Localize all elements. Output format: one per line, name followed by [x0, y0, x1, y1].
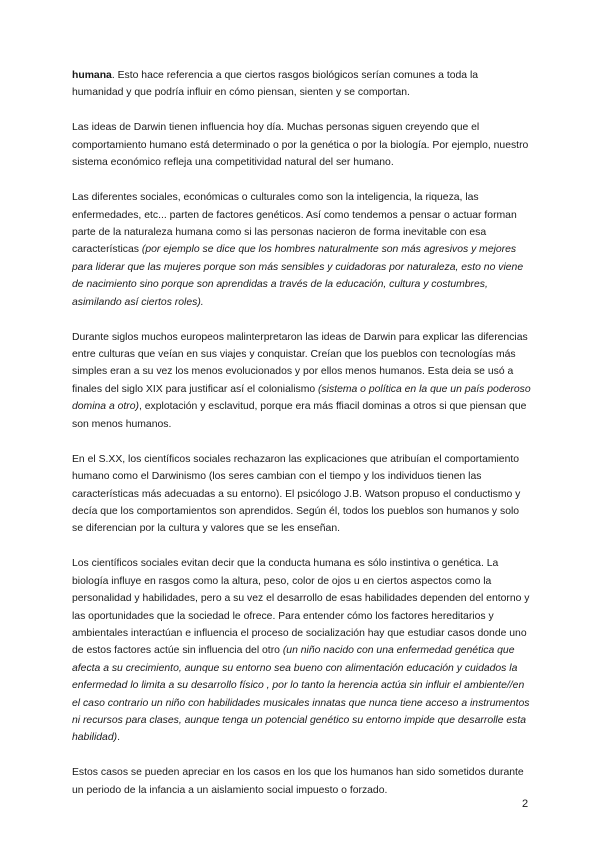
paragraph-7: Estos casos se pueden apreciar en los casos en los que los humanos han sido sometidos durante un periodo de la infancia a un aislamiento social impuesto o forzado. — [72, 767, 524, 796]
paragraph-4-italic: (sistema o política en la que un país poderoso domina a otro) — [72, 383, 531, 413]
paragraph-6-italic: (un niño nacido con una enfermedad genética que afecta a su crecimiento, aunque su entorno sea bueno con alimentación educación y cuidados la enfermedad lo limita a su desarrollo físico , por lo tanto la herencia actúa sin influir el ambiente//en el caso contrario un niño con habilidades musicales innatas que nunca tiene acceso a instrumentos ni recursos para clases, aunque tenga un potencial genético su entorno impide que desarrolle esta habilidad) — [72, 645, 530, 744]
document-body — [72, 67, 532, 817]
page-number: 2 — [522, 798, 529, 810]
paragraph-3 — [72, 189, 532, 311]
paragraph-2: Las ideas de Darwin tienen influencia hoy día. Muchas personas siguen creyendo que el comportamiento humano está determinado o por la genética o por la biología. Por ejemplo, nuestro sistema económico refleja una competitividad natural del ser humano. — [72, 122, 529, 169]
paragraph-1 — [72, 67, 532, 102]
bold-term: humana — [72, 70, 112, 81]
paragraph-5: En el S.XX, los científicos sociales rechazaron las explicaciones que atribuían el comportamiento humano como el Darwinismo (los seres cambian con el tiempo y los individuos tienen las características más adecuadas a su entorno). El psicólogo J.B. Watson propuso el conductismo y decía que los comportamientos son aprendidos. Según él, todos los pueblos son humanos y solo se diferencian por la cultura y valores que se les enseñan. — [72, 453, 521, 535]
paragraph-1-text: . Esto hace referencia a que ciertos rasgos biológicos serían comunes a toda la humanidad y que podría influir en cómo piensan, sienten y se comportan. — [72, 70, 479, 99]
paragraph-4 — [72, 329, 532, 433]
paragraph-3-italic: (por ejemplo se dice que los hombres naturalmente son más agresivos y mejores para liderar que las mujeres porque son más sensibles y cuidadoras por naturaleza, esto no viene de nacimiento sino porque son aprendidas a través de la educación, cultura y costumbres, asimilando así ciertos roles). — [72, 244, 524, 308]
paragraph-6-end: . — [117, 732, 120, 744]
paragraph-6 — [72, 555, 532, 746]
paragraph-4-text-2: , explotación y esclavitud, porque era más ffiacil dominas a otros si que piensan que son menos humanos. — [72, 401, 527, 430]
paragraph-3-text: Las diferentes sociales, económicas o culturales como son la inteligencia, la riqueza, las enfermedades, etc... parten de factores genéticos. Así como tendemos a pensar o actuar forman parte de la naturaleza humana como si las personas nacieron de forma inevitable con esa características — [72, 192, 517, 256]
paragraph-4-text-1: Durante siglos muchos europeos malinterpretaron las ideas de Darwin para explicar las diferencias entre culturas que veían en sus viajes y conquistar. Creían que los pueblos con tecnologías más simples eran a su vez los menos evolucionados y por ellos menos humanos. Esta deia se usó a finales del siglo XIX para justificar así el colonialismo — [72, 331, 528, 395]
paragraph-6-text: Los científicos sociales evitan decir que la conducta humana es sólo instintiva o genética. La biología influye en rasgos como la altura, peso, color de ojos u en ciertos aspectos como la personalidad y habilidades, pero a su vez el desarrollo de esas habilidades dependen del entorno y las oportunidades que la sociedad le ofrece. Para entender cómo los factores hereditarios y ambientales interactúan e influencia el proceso de socialización hay que estudiar casos donde uno de estos factores actúe sin influencia del otro — [72, 558, 530, 657]
